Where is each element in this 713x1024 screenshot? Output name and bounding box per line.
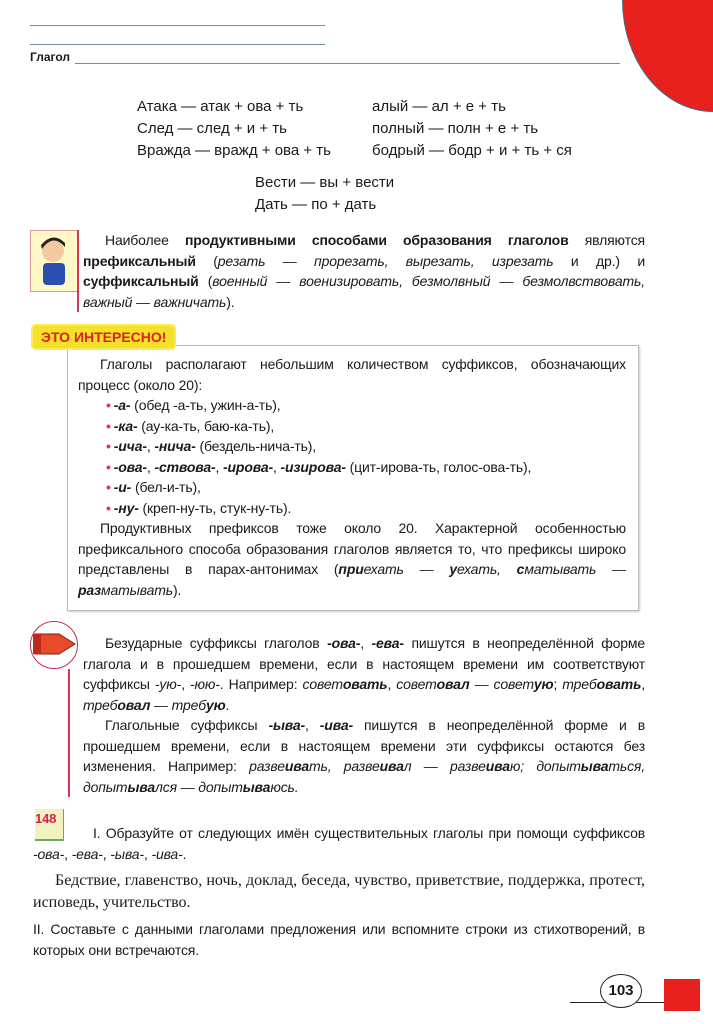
- suffix-item: [106, 395, 626, 416]
- text-segment: ую: [533, 676, 554, 692]
- text-segment: Глагольные суффиксы: [105, 717, 269, 733]
- text-segment: треб: [562, 676, 597, 692]
- text-segment: ).: [173, 581, 182, 598]
- text-segment: ,: [146, 458, 155, 475]
- text-segment: ыва: [242, 778, 271, 795]
- rule-text: [0, 633, 645, 797]
- text-segment: ;: [553, 676, 563, 692]
- text-segment: ,: [181, 676, 191, 692]
- text-segment: (ау-ка-ть, баю-ка-ть),: [137, 417, 275, 434]
- intro-paragraph: [0, 230, 645, 312]
- text-segment: (: [195, 252, 218, 269]
- text-segment: ,: [387, 676, 397, 692]
- text-segment: -а-: [113, 397, 131, 413]
- text-segment: юсь.: [270, 778, 299, 795]
- formation-example: След — след + и + ть: [137, 120, 287, 137]
- text-segment: -ка-: [113, 417, 138, 434]
- text-segment: -и-: [113, 479, 132, 495]
- word-formation: [0, 96, 713, 162]
- footer: [0, 974, 713, 1024]
- text-segment: ива: [485, 758, 510, 774]
- text-segment: суффиксальный: [83, 273, 199, 289]
- text-segment: матывать: [101, 581, 174, 598]
- text-segment: ,: [273, 458, 281, 475]
- pen-icon: [30, 621, 78, 669]
- bullet-icon: •: [106, 417, 111, 434]
- text-segment: -изирова-: [280, 458, 346, 475]
- text-segment: ,: [102, 845, 111, 862]
- text-segment: -ирова-: [223, 458, 273, 475]
- text-segment: -юю-: [190, 676, 220, 692]
- interesting-badge: ЭТО ИНТЕРЕСНО!: [33, 326, 174, 348]
- text-segment: ,: [146, 438, 155, 454]
- exercise-number: [35, 809, 64, 841]
- suffix-item: [106, 477, 626, 498]
- text-segment: совет: [302, 676, 343, 692]
- text-segment: -ствова-: [154, 458, 216, 475]
- formation-example: полный — полн + е + ть: [372, 120, 539, 137]
- text-segment: -ну-: [113, 499, 139, 516]
- text-segment: при: [338, 561, 364, 577]
- text-segment: префиксальный: [83, 252, 196, 269]
- text-segment: пишутся в неопределённой форме глагола и в прошедшем времени, если в настоящем времени им соответствуют суффиксы: [83, 635, 646, 692]
- interesting-box: [67, 345, 639, 611]
- text-segment: разве: [343, 758, 380, 774]
- suffix-item: [106, 436, 626, 457]
- word-formation-right: [372, 96, 607, 162]
- text-segment: (: [198, 273, 213, 289]
- text-segment: ыва: [127, 778, 156, 795]
- exercise-task2: II. Составьте с данными глаголами предложения или вспомните строки из стихотворений, в которых они встречаются.: [33, 921, 645, 958]
- interesting-intro: Глаголы располагают небольшим количеством суффиксов, обозначающих процесс (около 20):: [78, 356, 626, 393]
- text-segment: ть,: [309, 758, 344, 774]
- text-segment: матывать —: [524, 561, 626, 577]
- text-segment: ,: [64, 845, 72, 862]
- text-segment: I. Образуйте от следующих имён существительных глаголы при помощи суффиксов: [93, 825, 645, 841]
- text-segment: -ича-: [113, 438, 147, 454]
- word-formation-left: [137, 96, 372, 162]
- text-segment: являются: [568, 232, 645, 248]
- text-segment: раз: [78, 581, 102, 598]
- text-segment: -ова-: [33, 845, 65, 862]
- text-segment: (креп-ну-ть, стук-ну-ть).: [138, 499, 292, 516]
- text-segment: -ова-: [327, 635, 361, 651]
- text-segment: треб: [171, 696, 206, 713]
- text-segment: (обед -а-ть, ужин-а-ть),: [130, 397, 281, 413]
- text-segment: -ива-: [151, 845, 183, 862]
- page-number: 103: [600, 974, 642, 1008]
- text-segment: овал: [436, 676, 470, 692]
- corner-marker: [664, 979, 700, 1011]
- text-segment: -ова-: [113, 458, 147, 475]
- text-segment: ехать,: [456, 561, 517, 577]
- text-segment: треб: [83, 696, 118, 713]
- text-segment: -ева-: [71, 845, 103, 862]
- text-segment: разве: [449, 758, 486, 774]
- text-segment: Безударные суффиксы глаголов: [105, 635, 328, 651]
- bullet-icon: •: [106, 499, 111, 516]
- text-segment: военный — военизировать, безмолвный — безмолвствовать, важный — важничать: [83, 273, 645, 310]
- text-segment: .: [225, 696, 230, 713]
- formation-example: Вражда — вражд + ова + ть: [137, 142, 331, 159]
- text-segment: с: [516, 561, 525, 577]
- text-segment: продуктивными способами образования глаголов: [184, 232, 569, 248]
- paragraph: [33, 823, 645, 864]
- text-segment: -нича-: [154, 438, 196, 454]
- intro-side-rule: [77, 230, 79, 312]
- text-segment: ива: [379, 758, 404, 774]
- text-segment: овать: [596, 676, 642, 692]
- formation-example: Дать — по + дать: [255, 196, 377, 213]
- text-segment: ,: [305, 717, 320, 733]
- formation-example: Атака — атак + ова + ть: [137, 98, 304, 115]
- text-segment: допыт: [83, 778, 128, 795]
- text-segment: допыт: [536, 758, 581, 774]
- text-segment: ).: [226, 293, 235, 310]
- bullet-icon: •: [106, 438, 111, 454]
- text-segment: . Например:: [219, 676, 303, 692]
- text-segment: .: [182, 845, 187, 862]
- text-segment: овал: [117, 696, 151, 713]
- text-segment: (цит-ирова-ть, голос-ова-ть),: [345, 458, 532, 475]
- formation-example: бодрый — бодр + и + ть + ся: [372, 142, 572, 159]
- paragraph: [83, 633, 645, 715]
- text-segment: ую: [205, 696, 226, 713]
- formation-example: Вести — вы + вести: [255, 174, 395, 191]
- text-segment: -ива-: [319, 717, 353, 733]
- text-segment: лся —: [155, 778, 199, 795]
- text-segment: ться,: [608, 758, 645, 774]
- chapter-title: Глагол: [30, 50, 70, 64]
- boy-icon: [30, 230, 78, 292]
- text-segment: Продуктивных префиксов тоже около 20. Характерной особенностью префиксального способа образования глаголов является то, что префиксы широко представлены в парах-антонимах (: [78, 520, 626, 577]
- text-segment: -ую-: [154, 676, 182, 692]
- exercise-words: Бедствие, главенство, ночь, доклад, беседа, чувство, приветствие, поддержка, протест, исповедь, учительство.: [33, 872, 645, 911]
- text-segment: -ыва-: [268, 717, 306, 733]
- text-segment: Наиболее: [105, 232, 185, 248]
- paragraph: [78, 518, 626, 600]
- text-segment: ,: [143, 845, 152, 862]
- text-segment: ива: [284, 758, 310, 774]
- text-segment: -ыва-: [110, 845, 144, 862]
- text-segment: л —: [403, 758, 450, 774]
- suffix-item: [106, 498, 626, 519]
- text-segment: совет: [493, 676, 534, 692]
- interesting-section: [0, 326, 713, 611]
- text-segment: -ева-: [371, 635, 404, 651]
- text-segment: —: [469, 676, 494, 692]
- rule-side-rule: [68, 669, 70, 797]
- exercise: [0, 811, 645, 960]
- text-segment: ехать —: [363, 561, 450, 577]
- text-segment: совет: [396, 676, 437, 692]
- text-segment: (бел-и-ть),: [131, 479, 201, 495]
- text-segment: (бездель-нича-ть),: [195, 438, 317, 454]
- exercise-number-label: 148: [35, 811, 57, 826]
- text-segment: овать: [342, 676, 388, 692]
- text-segment: ,: [360, 635, 372, 651]
- word-formation-prefix: [0, 172, 713, 216]
- text-segment: допыт: [198, 778, 243, 795]
- suffix-item: [106, 416, 626, 437]
- bullet-icon: •: [106, 458, 111, 475]
- formation-example: алый — ал + е + ть: [372, 98, 506, 115]
- suffix-item: [106, 457, 626, 478]
- text-segment: разве: [249, 758, 285, 774]
- bullet-icon: •: [106, 397, 111, 413]
- text-segment: —: [150, 696, 172, 713]
- bullet-icon: •: [106, 479, 111, 495]
- suffix-list: [78, 395, 626, 518]
- paragraph: [83, 715, 645, 797]
- text-segment: и др.) и: [553, 252, 645, 269]
- text-segment: ,: [215, 458, 223, 475]
- text-segment: ю;: [509, 758, 537, 774]
- text-segment: пишутся в неопределённой форме и в прошедшем времени, если в настоящем времени эти суффиксы остаются без изменения. Например:: [83, 717, 645, 774]
- text-segment: у: [449, 561, 457, 577]
- text-segment: ыва: [580, 758, 609, 774]
- text-segment: резать — прорезать, вырезать, изрезать: [217, 252, 554, 269]
- paragraph: [83, 230, 645, 312]
- text-segment: ,: [641, 676, 646, 692]
